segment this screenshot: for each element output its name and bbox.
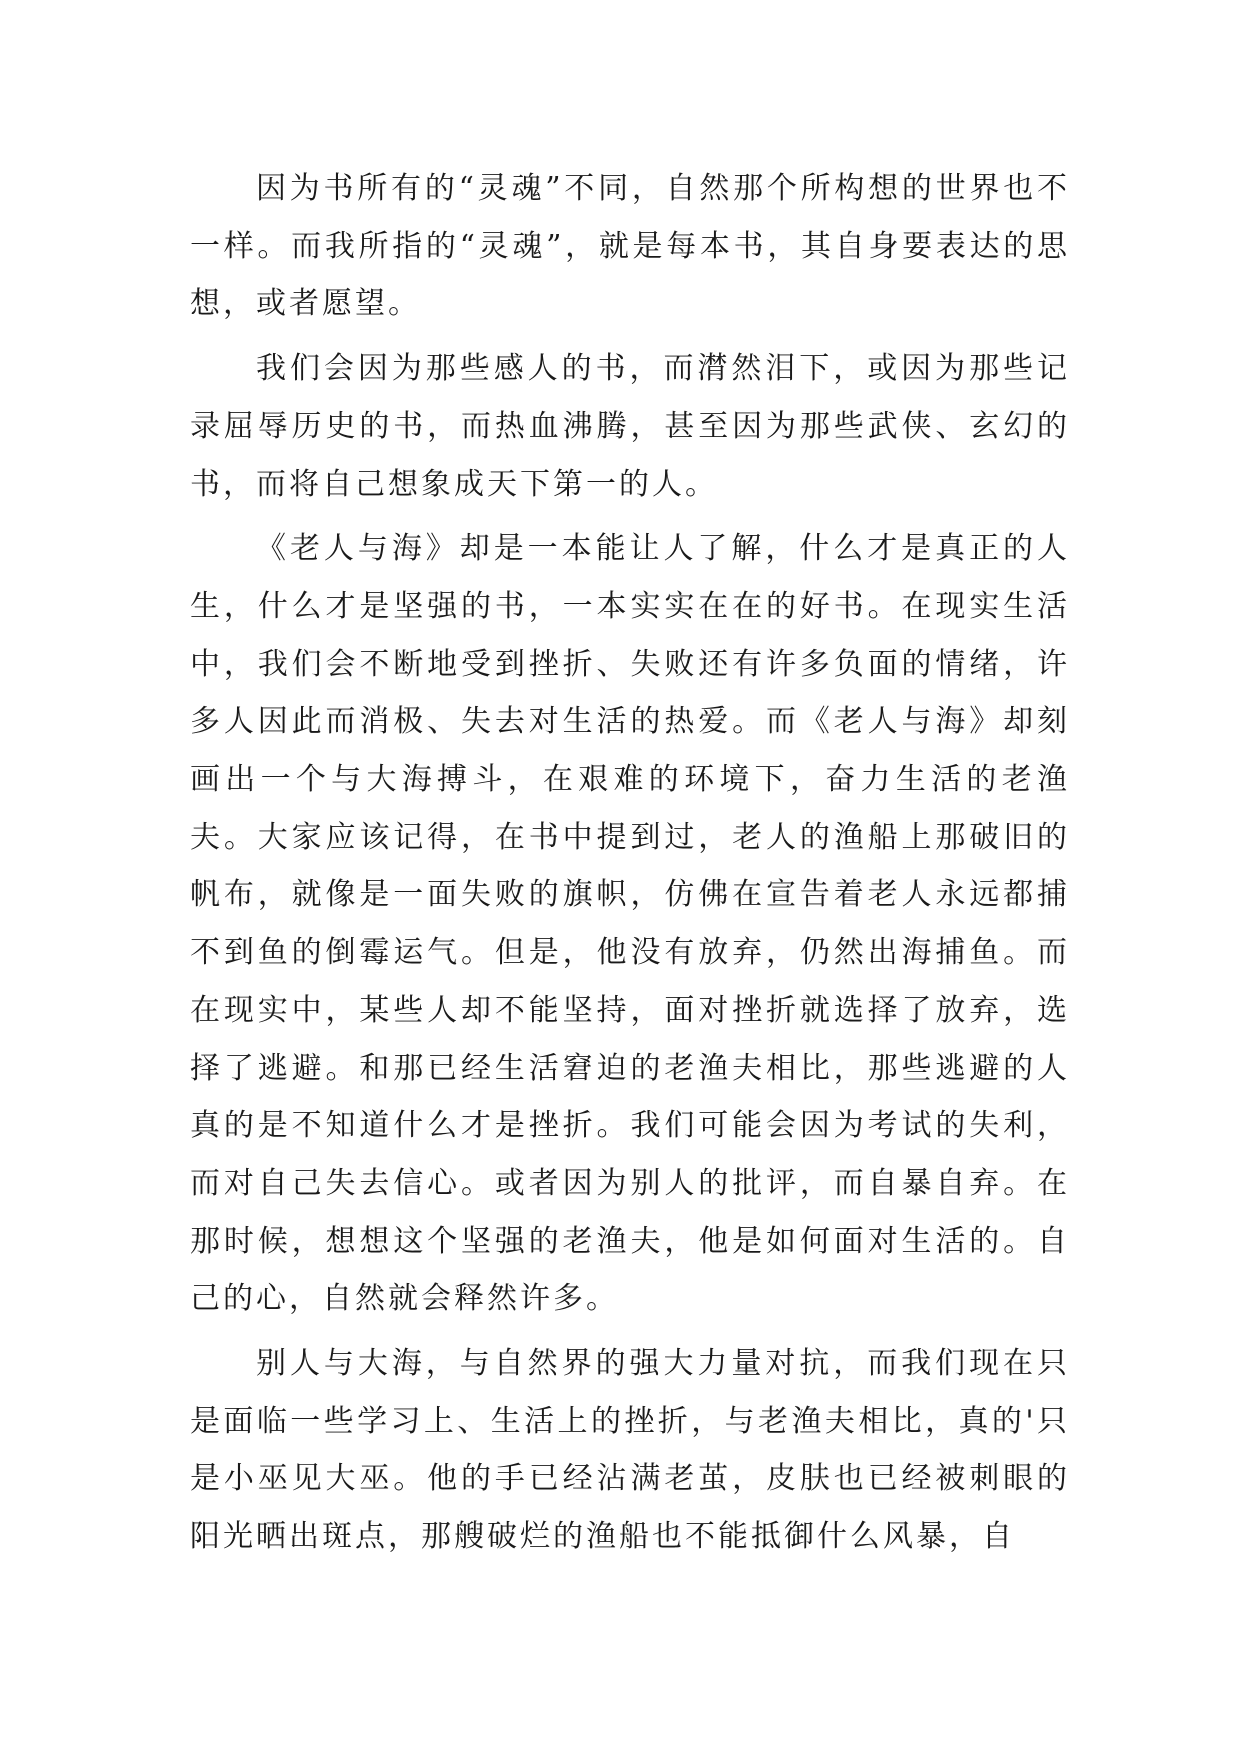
paragraph-1: 因为书所有的“灵魂”不同，自然那个所构想的世界也不一样。而我所指的“灵魂”，就是每本书，其自身要表达的思想，或者愿望。: [190, 171, 1070, 322]
paragraph-2: 我们会因为那些感人的书，而潸然泪下，或因为那些记录屈辱历史的书，而热血沸腾，甚至因为那些武侠、玄幻的书，而将自己想象成天下第一的人。: [190, 351, 1070, 502]
paragraph-3: 《老人与海》却是一本能让人了解，什么才是真正的人生，什么才是坚强的书，一本实实在在的好书。在现实生活中，我们会不断地受到挫折、失败还有许多负面的情绪，许多人因此而消极、失去对生活的热爱。而《老人与海》却刻画出一个与大海搏斗，在艰难的环境下，奋力生活的老渔夫。大家应该记得，在书中提到过，老人的渔船上那破旧的帆布，就像是一面失败的旗帜，仿佛在宣告着老人永远都捕不到鱼的倒霉运气。但是，他没有放弃，仍然出海捕鱼。而在现实中，某些人却不能坚持，面对挫折就选择了放弃，选择了逃避。和那已经生活窘迫的老渔夫相比，那些逃避的人真的是不知道什么才是挫折。我们可能会因为考试的失利，而对自己失去信心。或者因为别人的批评，而自暴自弃。在那时候，想想这个坚强的老渔夫，他是如何面对生活的。自己的心，自然就会释然许多。: [190, 531, 1070, 1317]
document-body: [190, 160, 1070, 1573]
paragraph-4: 别人与大海，与自然界的强大力量对抗，而我们现在只是面临一些学习上、生活上的挫折，与老渔夫相比，真的'只是小巫见大巫。他的手已经沾满老茧，皮肤也已经被刺眼的阳光晒出斑点，那艘破烂的渔船也不能抵御什么风暴，自: [190, 1346, 1070, 1555]
